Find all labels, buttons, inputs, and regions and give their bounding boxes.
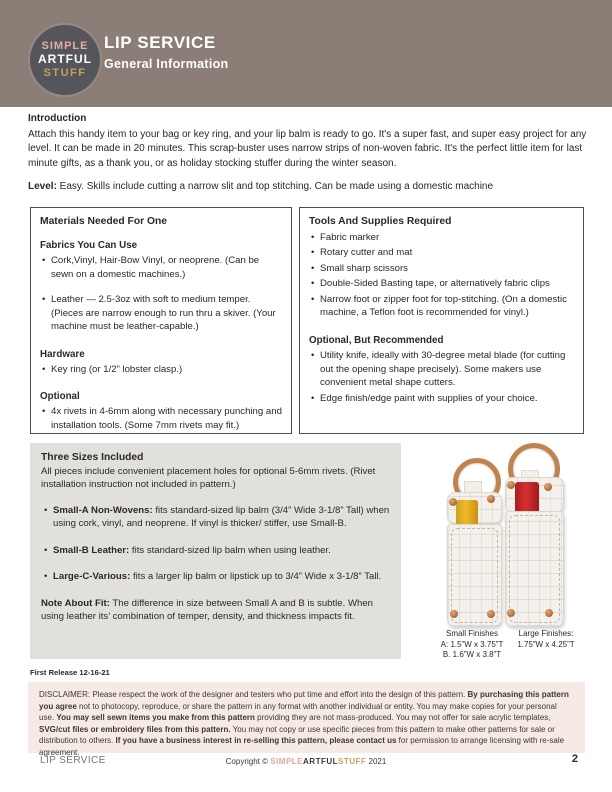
fit-note-text: The difference in size between Small A and B is subtle. When using leather its’ combination of temper, density, and thickness impacts fit. — [41, 597, 374, 622]
fabrics-list — [40, 254, 282, 334]
footer-copyright — [0, 757, 612, 766]
rivet-icon — [450, 610, 458, 618]
rivet-icon — [507, 481, 515, 489]
copyright-year: 2021 — [366, 757, 387, 766]
rivet-icon — [507, 609, 515, 617]
list-item: • Narrow foot or zipper foot for top-stitching. (On a domestic machine, a Teflon foot is recommended for vinyl.) — [309, 293, 574, 320]
tools-list — [309, 231, 574, 320]
stitch-line — [509, 515, 560, 623]
list-item — [41, 570, 390, 584]
materials-needed-box — [30, 207, 292, 434]
fit-note-label: Note About Fit: — [41, 597, 110, 609]
tools-supplies-box — [299, 207, 584, 434]
rivet-icon — [449, 498, 457, 506]
list-item: • Double-Sided Basting tape, or alternatively fabric clips — [309, 277, 574, 291]
list-item — [41, 504, 390, 531]
list-item: • Rotary cutter and mat — [309, 246, 574, 260]
logo-word-stuff: STUFF — [43, 66, 87, 79]
list-item: • Edge finish/edge paint with supplies of your choice. — [309, 392, 574, 406]
size-label: Small-A Non-Wovens: — [53, 504, 153, 516]
sizes-box-intro: All pieces include convenient placement holes for optional 5-6mm rivets. (Rivet installation instruction not included in pattern.) — [41, 465, 376, 490]
list-item: • Fabric marker — [309, 231, 574, 245]
list-item: • Key ring (or 1/2” lobster clasp.) — [40, 363, 282, 377]
size-text: fits standard-sized lip balm when using leather. — [129, 544, 331, 556]
disclaimer-segment: You may not copy or use specific pieces from this pattern to make other patterns for sale or distribution to others. — [39, 724, 555, 746]
header-band — [0, 0, 612, 107]
rivet-icon — [545, 609, 553, 617]
level-text: Easy. Skills include cutting a narrow slit and top stitching. Can be made using a domestic machine — [56, 181, 494, 192]
tools-optional-list — [309, 349, 574, 405]
optional-heading: Optional — [40, 390, 80, 402]
three-sizes-box — [30, 443, 401, 659]
fabrics-heading: Fabrics You Can Use — [40, 239, 138, 251]
hardware-list — [40, 363, 282, 377]
tools-optional-heading: Optional, But Recommended — [309, 334, 444, 346]
caption-size-a: A: 1.5”W x 3.75”T — [440, 639, 504, 649]
disclaimer-segment: You may sell sewn items you make from this pattern — [56, 713, 255, 723]
list-item: • 4x rivets in 4-6mm along with necessary punching and installation tools. (Some 7mm rivets may fit.) — [40, 405, 282, 432]
disclaimer-segment: not to photocopy, reproduce, or share the pattern in any format with another individual or entity. You may make copies for your personal use. — [39, 701, 557, 723]
optional-list — [40, 405, 282, 432]
tools-box-title: Tools And Supplies Required — [309, 216, 452, 227]
page-number: 2 — [571, 753, 578, 765]
hardware-heading: Hardware — [40, 348, 85, 360]
logo-word-simple: SIMPLE — [41, 40, 89, 53]
size-label: Small-B Leather: — [53, 544, 130, 556]
level-line — [28, 181, 590, 192]
large-finishes-caption — [492, 629, 600, 650]
caption-title: Small Finishes — [445, 629, 498, 638]
first-release-note: First Release 12-16-21 — [30, 668, 110, 677]
disclaimer-segment: DISCLAIMER: Please respect the work of the designer and testers who put time and effort into the design of this pattern. — [39, 690, 468, 699]
list-item: • Utility knife, ideally with 30-degree metal blade (for cutting out the opening shape precisely). Some makers use convenient metal shape cutters. — [309, 349, 574, 390]
introduction-heading: Introduction — [28, 113, 87, 124]
list-item: • Cork,Vinyl, Hair-Bow Vinyl, or neoprene. (Can be sewn on a domestic machines.) — [40, 254, 282, 281]
copyright-brand-simple: SIMPLE — [270, 757, 304, 766]
page-subtitle: General Information — [104, 57, 229, 71]
rivet-icon — [544, 483, 552, 491]
copyright-brand-artful: ARTFUL — [303, 757, 339, 766]
level-label: Level: — [28, 181, 57, 192]
caption-title: Large Finishes: — [518, 629, 574, 638]
caption-size: 1.75”W x 4.25”T — [517, 639, 575, 649]
disclaimer-segment: for permission to arrange licensing with re-sale agreement. — [39, 736, 565, 757]
footer-title: LIP SERVICE — [40, 755, 106, 766]
page-title: LIP SERVICE — [104, 33, 216, 52]
caption-size-b: B. 1.6”W x 3.8”T — [442, 650, 502, 659]
copyright-brand-stuff: STUFF — [338, 757, 367, 766]
copyright-prefix: Copyright © — [225, 757, 271, 766]
list-item — [41, 544, 390, 558]
stitch-line — [451, 528, 498, 623]
materials-box-title: Materials Needed For One — [40, 216, 168, 227]
sizes-box-title: Three Sizes Included — [41, 452, 144, 463]
disclaimer-segment: By purchasing this pattern you agree — [39, 690, 569, 711]
list-item: • Leather — 2.5-3oz with soft to medium temper. (Pieces are narrow enough to run thru a skiver. (Your machine must be leather-capable.) — [40, 293, 282, 334]
brand-logo — [30, 25, 100, 95]
rivet-icon — [487, 495, 495, 503]
disclaimer-segment: providing they are not mass-produced. You may not offer for sale acrylic templates, — [254, 713, 551, 723]
size-label: Large-C-Various: — [53, 571, 131, 582]
sizes-list — [41, 504, 390, 584]
disclaimer-box — [28, 682, 585, 757]
disclaimer-segment: If you have a business interest in re-selling this pattern, please contact us — [115, 736, 397, 746]
logo-word-artful: ARTFUL — [38, 52, 92, 67]
fit-note — [41, 597, 390, 624]
rivet-icon — [487, 610, 495, 618]
introduction-section — [28, 112, 590, 171]
size-text: fits a larger lip balm or lipstick up to 3/4” Wide x 3-1/8” Tall. — [130, 571, 382, 582]
size-text: fits standard-sized lip balm (3/4” Wide 3-1/8” Tall) when using cork, vinyl, and neoprene. If vinyl is thicker/ stiffer, use Small-B. — [53, 504, 390, 529]
introduction-body: Attach this handy item to your bag or key ring, and your lip balm is ready to go. It's a super fast, and super easy project for any level. It can be made in 20 minutes. This scrap-buster uses narrow strips of non-woven fabric. It's the perfect little item for last minute gifts, as a thank you, or as holiday stocking stuffer during the winter season. — [28, 128, 587, 169]
disclaimer-segment: SVG/cut files or embroidery files from this pattern. — [39, 724, 231, 734]
list-item: • Small sharp scissors — [309, 262, 574, 276]
